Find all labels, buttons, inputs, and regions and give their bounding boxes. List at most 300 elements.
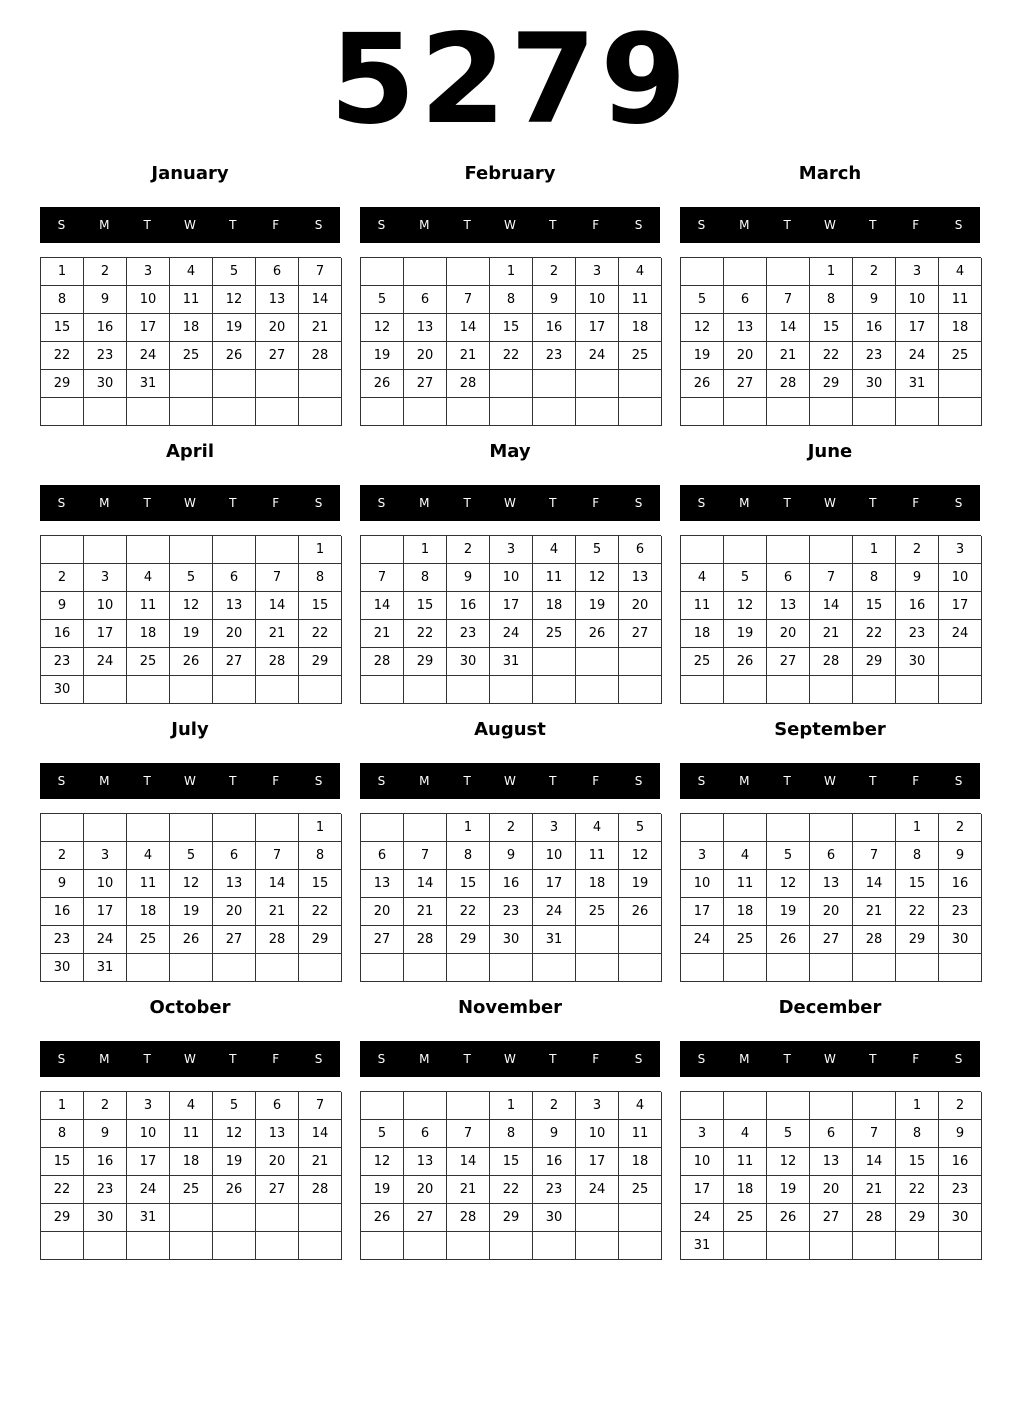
day-cell: 25: [170, 342, 213, 370]
day-cell: 27: [256, 342, 299, 370]
empty-cell: [84, 536, 127, 564]
day-cell: 19: [213, 314, 256, 342]
day-cell: 10: [896, 286, 939, 314]
day-cell: 19: [767, 1176, 810, 1204]
day-cell: 18: [533, 592, 576, 620]
empty-cell: [84, 398, 127, 426]
day-cell: 12: [361, 1148, 404, 1176]
day-cell: 18: [724, 898, 767, 926]
month-name: June: [807, 441, 853, 462]
weekday-label: M: [739, 1052, 750, 1066]
empty-cell: [213, 814, 256, 842]
day-cell: 29: [896, 926, 939, 954]
day-cell: 6: [256, 258, 299, 286]
day-cell: 9: [84, 286, 127, 314]
day-cell: 31: [127, 370, 170, 398]
empty-cell: [810, 398, 853, 426]
day-cell: 6: [256, 1092, 299, 1120]
day-grid: [40, 1091, 341, 1260]
weekday-label: F: [912, 774, 920, 788]
day-cell: 24: [533, 898, 576, 926]
weekday-label: M: [739, 496, 750, 510]
day-cell: 30: [84, 1204, 127, 1232]
empty-cell: [853, 814, 896, 842]
weekday-header: [680, 485, 980, 521]
day-cell: 4: [619, 258, 662, 286]
empty-cell: [767, 676, 810, 704]
empty-cell: [724, 536, 767, 564]
day-cell: 2: [896, 536, 939, 564]
weekday-label: F: [912, 496, 920, 510]
weekday-label: T: [549, 218, 557, 232]
day-cell: 23: [447, 620, 490, 648]
day-cell: 7: [447, 1120, 490, 1148]
day-cell: 4: [939, 258, 982, 286]
empty-cell: [724, 258, 767, 286]
empty-cell: [84, 676, 127, 704]
empty-cell: [853, 1232, 896, 1260]
weekday-label: W: [504, 1052, 516, 1066]
weekday-label: W: [184, 218, 196, 232]
empty-cell: [404, 258, 447, 286]
empty-cell: [681, 676, 724, 704]
day-cell: 28: [256, 926, 299, 954]
day-cell: 28: [447, 1204, 490, 1232]
day-cell: 12: [681, 314, 724, 342]
empty-cell: [576, 676, 619, 704]
day-cell: 6: [213, 564, 256, 592]
day-cell: 24: [681, 926, 724, 954]
day-cell: 23: [533, 1176, 576, 1204]
day-cell: 25: [724, 926, 767, 954]
day-cell: 27: [810, 926, 853, 954]
empty-cell: [299, 954, 342, 982]
day-cell: 10: [533, 842, 576, 870]
day-cell: 7: [853, 842, 896, 870]
day-cell: 8: [853, 564, 896, 592]
empty-cell: [41, 814, 84, 842]
empty-cell: [939, 648, 982, 676]
day-grid: [40, 257, 341, 426]
day-cell: 26: [361, 1204, 404, 1232]
day-cell: 23: [41, 926, 84, 954]
day-cell: 16: [533, 314, 576, 342]
empty-cell: [361, 398, 404, 426]
day-cell: 4: [619, 1092, 662, 1120]
empty-cell: [256, 370, 299, 398]
day-grid: [680, 813, 981, 982]
weekday-label: S: [57, 496, 66, 510]
day-cell: 21: [404, 898, 447, 926]
empty-cell: [767, 954, 810, 982]
day-cell: 24: [681, 1204, 724, 1232]
day-cell: 22: [896, 1176, 939, 1204]
day-cell: 12: [170, 870, 213, 898]
weekday-label: W: [184, 774, 196, 788]
empty-cell: [490, 370, 533, 398]
day-cell: 10: [576, 1120, 619, 1148]
empty-cell: [299, 1204, 342, 1232]
day-cell: 28: [404, 926, 447, 954]
day-cell: 14: [299, 286, 342, 314]
empty-cell: [170, 676, 213, 704]
day-cell: 9: [41, 592, 84, 620]
day-cell: 21: [447, 1176, 490, 1204]
day-cell: 2: [939, 814, 982, 842]
empty-cell: [127, 676, 170, 704]
day-cell: 7: [810, 564, 853, 592]
day-cell: 6: [810, 1120, 853, 1148]
day-cell: 8: [490, 1120, 533, 1148]
weekday-label: M: [99, 1052, 110, 1066]
empty-cell: [576, 648, 619, 676]
empty-cell: [127, 398, 170, 426]
empty-cell: [533, 370, 576, 398]
day-cell: 10: [127, 1120, 170, 1148]
weekday-label: T: [783, 496, 791, 510]
day-cell: 19: [361, 342, 404, 370]
empty-cell: [361, 1232, 404, 1260]
day-cell: 11: [576, 842, 619, 870]
day-cell: 17: [681, 1176, 724, 1204]
day-cell: 11: [724, 870, 767, 898]
day-cell: 16: [896, 592, 939, 620]
day-cell: 26: [213, 1176, 256, 1204]
day-cell: 18: [939, 314, 982, 342]
weekday-label: T: [229, 774, 237, 788]
day-cell: 21: [361, 620, 404, 648]
day-cell: 22: [490, 1176, 533, 1204]
weekday-label: S: [634, 218, 643, 232]
day-cell: 24: [490, 620, 533, 648]
day-cell: 17: [490, 592, 533, 620]
day-cell: 14: [299, 1120, 342, 1148]
day-cell: 9: [853, 286, 896, 314]
day-cell: 16: [853, 314, 896, 342]
month-name: January: [151, 163, 229, 184]
weekday-label: S: [377, 496, 386, 510]
day-cell: 20: [213, 898, 256, 926]
empty-cell: [681, 1092, 724, 1120]
weekday-label: S: [697, 1052, 706, 1066]
empty-cell: [533, 648, 576, 676]
weekday-label: W: [504, 774, 516, 788]
day-cell: 9: [490, 842, 533, 870]
day-cell: 9: [41, 870, 84, 898]
empty-cell: [576, 954, 619, 982]
day-cell: 31: [533, 926, 576, 954]
weekday-header: [360, 207, 660, 243]
empty-cell: [170, 814, 213, 842]
day-cell: 11: [127, 592, 170, 620]
weekday-label: F: [272, 1052, 280, 1066]
day-cell: 23: [853, 342, 896, 370]
day-cell: 19: [619, 870, 662, 898]
day-cell: 24: [576, 342, 619, 370]
day-cell: 5: [576, 536, 619, 564]
day-cell: 20: [767, 620, 810, 648]
weekday-label: M: [419, 1052, 430, 1066]
day-grid: [680, 1091, 981, 1260]
day-cell: 31: [490, 648, 533, 676]
day-cell: 14: [853, 870, 896, 898]
weekday-label: S: [377, 774, 386, 788]
empty-cell: [404, 398, 447, 426]
day-grid: [360, 257, 661, 426]
day-cell: 5: [767, 1120, 810, 1148]
day-cell: 10: [681, 1148, 724, 1176]
day-cell: 4: [681, 564, 724, 592]
empty-cell: [256, 676, 299, 704]
empty-cell: [619, 676, 662, 704]
empty-cell: [810, 676, 853, 704]
empty-cell: [256, 1204, 299, 1232]
day-cell: 6: [619, 536, 662, 564]
weekday-label: T: [783, 1052, 791, 1066]
day-cell: 3: [576, 1092, 619, 1120]
day-cell: 28: [256, 648, 299, 676]
weekday-label: T: [229, 1052, 237, 1066]
weekday-label: S: [954, 496, 963, 510]
empty-cell: [939, 954, 982, 982]
weekday-label: W: [184, 1052, 196, 1066]
day-cell: 29: [404, 648, 447, 676]
empty-cell: [533, 398, 576, 426]
day-cell: 26: [361, 370, 404, 398]
day-cell: 12: [213, 286, 256, 314]
day-cell: 11: [170, 286, 213, 314]
empty-cell: [213, 1232, 256, 1260]
day-cell: 28: [299, 1176, 342, 1204]
empty-cell: [533, 1232, 576, 1260]
month-name: May: [489, 441, 531, 462]
empty-cell: [896, 954, 939, 982]
weekday-label: M: [419, 218, 430, 232]
day-cell: 20: [213, 620, 256, 648]
weekday-label: T: [143, 1052, 151, 1066]
day-cell: 27: [810, 1204, 853, 1232]
empty-cell: [619, 1204, 662, 1232]
weekday-label: T: [463, 218, 471, 232]
day-cell: 30: [853, 370, 896, 398]
weekday-label: S: [634, 1052, 643, 1066]
month-name: March: [798, 163, 862, 184]
day-cell: 19: [213, 1148, 256, 1176]
day-cell: 7: [299, 258, 342, 286]
weekday-label: M: [739, 218, 750, 232]
day-cell: 26: [170, 648, 213, 676]
day-cell: 24: [127, 1176, 170, 1204]
weekday-label: F: [592, 496, 600, 510]
day-cell: 28: [767, 370, 810, 398]
weekday-header: [360, 1041, 660, 1077]
empty-cell: [767, 258, 810, 286]
day-cell: 28: [447, 370, 490, 398]
empty-cell: [853, 676, 896, 704]
day-cell: 1: [490, 1092, 533, 1120]
weekday-label: S: [314, 496, 323, 510]
weekday-label: F: [592, 218, 600, 232]
weekday-label: W: [504, 496, 516, 510]
day-cell: 25: [681, 648, 724, 676]
empty-cell: [767, 1232, 810, 1260]
weekday-label: W: [824, 1052, 836, 1066]
empty-cell: [767, 398, 810, 426]
empty-cell: [853, 1092, 896, 1120]
empty-cell: [619, 926, 662, 954]
day-cell: 20: [724, 342, 767, 370]
empty-cell: [404, 814, 447, 842]
day-cell: 25: [576, 898, 619, 926]
day-cell: 3: [576, 258, 619, 286]
empty-cell: [170, 536, 213, 564]
empty-cell: [724, 814, 767, 842]
day-cell: 13: [810, 870, 853, 898]
day-cell: 28: [361, 648, 404, 676]
day-cell: 4: [724, 842, 767, 870]
day-cell: 9: [533, 286, 576, 314]
day-grid: [680, 535, 981, 704]
weekday-header: [40, 763, 340, 799]
day-cell: 3: [84, 842, 127, 870]
day-cell: 2: [533, 258, 576, 286]
weekday-label: T: [463, 496, 471, 510]
day-cell: 10: [84, 870, 127, 898]
day-cell: 23: [896, 620, 939, 648]
day-cell: 17: [939, 592, 982, 620]
day-cell: 10: [490, 564, 533, 592]
day-cell: 12: [767, 1148, 810, 1176]
weekday-label: M: [99, 774, 110, 788]
weekday-header: [680, 763, 980, 799]
weekday-label: S: [634, 774, 643, 788]
day-cell: 12: [767, 870, 810, 898]
day-cell: 29: [490, 1204, 533, 1232]
empty-cell: [361, 814, 404, 842]
empty-cell: [213, 370, 256, 398]
day-cell: 3: [681, 1120, 724, 1148]
weekday-label: F: [912, 218, 920, 232]
empty-cell: [724, 1092, 767, 1120]
weekday-label: M: [419, 496, 430, 510]
empty-cell: [299, 398, 342, 426]
weekday-header: [40, 207, 340, 243]
empty-cell: [361, 954, 404, 982]
day-cell: 26: [767, 1204, 810, 1232]
day-cell: 30: [896, 648, 939, 676]
day-cell: 27: [767, 648, 810, 676]
day-cell: 29: [41, 1204, 84, 1232]
day-cell: 22: [41, 342, 84, 370]
day-cell: 23: [84, 1176, 127, 1204]
empty-cell: [256, 954, 299, 982]
weekday-label: S: [377, 1052, 386, 1066]
empty-cell: [256, 398, 299, 426]
day-cell: 22: [299, 620, 342, 648]
day-cell: 11: [619, 286, 662, 314]
day-cell: 14: [767, 314, 810, 342]
day-cell: 19: [724, 620, 767, 648]
day-cell: 15: [896, 870, 939, 898]
day-cell: 28: [299, 342, 342, 370]
day-cell: 12: [619, 842, 662, 870]
day-cell: 14: [361, 592, 404, 620]
day-cell: 15: [299, 870, 342, 898]
day-cell: 12: [170, 592, 213, 620]
day-cell: 13: [361, 870, 404, 898]
day-cell: 26: [576, 620, 619, 648]
empty-cell: [256, 536, 299, 564]
day-cell: 7: [447, 286, 490, 314]
day-cell: 6: [810, 842, 853, 870]
day-cell: 24: [84, 648, 127, 676]
empty-cell: [213, 676, 256, 704]
day-cell: 2: [84, 1092, 127, 1120]
day-cell: 29: [447, 926, 490, 954]
empty-cell: [810, 1232, 853, 1260]
empty-cell: [490, 1232, 533, 1260]
day-cell: 27: [256, 1176, 299, 1204]
weekday-label: S: [697, 496, 706, 510]
empty-cell: [576, 398, 619, 426]
day-cell: 24: [84, 926, 127, 954]
day-cell: 3: [490, 536, 533, 564]
day-cell: 19: [576, 592, 619, 620]
empty-cell: [939, 1232, 982, 1260]
day-cell: 16: [447, 592, 490, 620]
day-cell: 15: [299, 592, 342, 620]
weekday-label: T: [549, 774, 557, 788]
empty-cell: [896, 398, 939, 426]
day-cell: 12: [213, 1120, 256, 1148]
day-cell: 6: [767, 564, 810, 592]
empty-cell: [256, 814, 299, 842]
day-cell: 3: [84, 564, 127, 592]
day-cell: 26: [170, 926, 213, 954]
day-cell: 13: [767, 592, 810, 620]
day-cell: 17: [576, 1148, 619, 1176]
empty-cell: [41, 536, 84, 564]
weekday-header: [360, 763, 660, 799]
day-cell: 12: [724, 592, 767, 620]
empty-cell: [490, 398, 533, 426]
day-cell: 23: [41, 648, 84, 676]
day-cell: 8: [490, 286, 533, 314]
weekday-label: S: [697, 218, 706, 232]
weekday-label: T: [229, 496, 237, 510]
empty-cell: [404, 676, 447, 704]
weekday-label: S: [954, 774, 963, 788]
day-cell: 15: [810, 314, 853, 342]
empty-cell: [361, 676, 404, 704]
day-cell: 17: [896, 314, 939, 342]
month-name: October: [149, 997, 231, 1018]
day-cell: 20: [404, 1176, 447, 1204]
weekday-label: M: [739, 774, 750, 788]
day-cell: 4: [170, 1092, 213, 1120]
weekday-label: T: [143, 774, 151, 788]
day-cell: 14: [256, 592, 299, 620]
day-cell: 7: [299, 1092, 342, 1120]
day-cell: 16: [533, 1148, 576, 1176]
empty-cell: [896, 676, 939, 704]
day-cell: 23: [490, 898, 533, 926]
day-cell: 7: [256, 842, 299, 870]
day-cell: 27: [361, 926, 404, 954]
day-cell: 20: [361, 898, 404, 926]
weekday-label: T: [463, 774, 471, 788]
day-cell: 13: [256, 1120, 299, 1148]
